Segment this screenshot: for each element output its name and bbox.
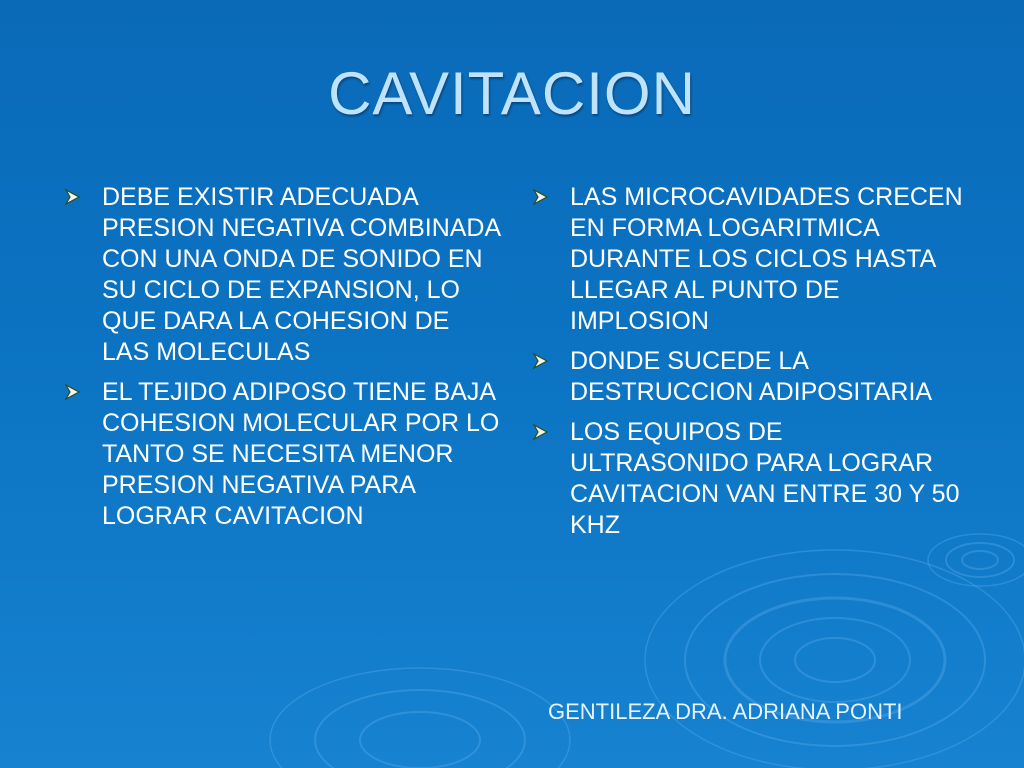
slide-title: CAVITACION (328, 60, 696, 127)
arrow-bullet-icon (530, 351, 550, 371)
bullet-item (60, 377, 500, 532)
bullet-item (60, 182, 500, 368)
bullet-text: LAS MICROCAVIDADES CRECEN EN FORMA LOGARITMICA DURANTE LOS CICLOS HASTA LLEGAR AL PUNTO DE IMPLOSION (570, 183, 963, 335)
bullet-text: LOS EQUIPOS DE ULTRASONIDO PARA LOGRAR CAVITACION VAN ENTRE 30 Y 50 KHZ (570, 418, 960, 539)
bullet-text: DONDE SUCEDE LA DESTRUCCION ADIPOSITARIA (570, 347, 933, 406)
bullet-text: DEBE EXISTIR ADECUADA PRESION NEGATIVA COMBINADA CON UNA ONDA DE SONIDO EN SU CICLO DE EXPANSION, LO QUE DARA LA COHESION DE LAS MOLECULAS (102, 183, 500, 366)
arrow-bullet-icon (62, 187, 82, 207)
bullet-item (528, 417, 968, 541)
right-bullet-list (528, 182, 968, 550)
bullet-item (528, 346, 968, 408)
bullet-text: EL TEJIDO ADIPOSO TIENE BAJA COHESION MOLECULAR POR LO TANTO SE NECESITA MENOR PRESION NEGATIVA PARA LOGRAR CAVITACION (102, 378, 500, 530)
arrow-bullet-icon (62, 382, 82, 402)
bullet-item (528, 182, 968, 337)
arrow-bullet-icon (530, 422, 550, 442)
arrow-bullet-icon (530, 187, 550, 207)
slide-footer-credit: GENTILEZA DRA. ADRIANA PONTI (548, 699, 903, 724)
left-bullet-list (60, 182, 500, 541)
